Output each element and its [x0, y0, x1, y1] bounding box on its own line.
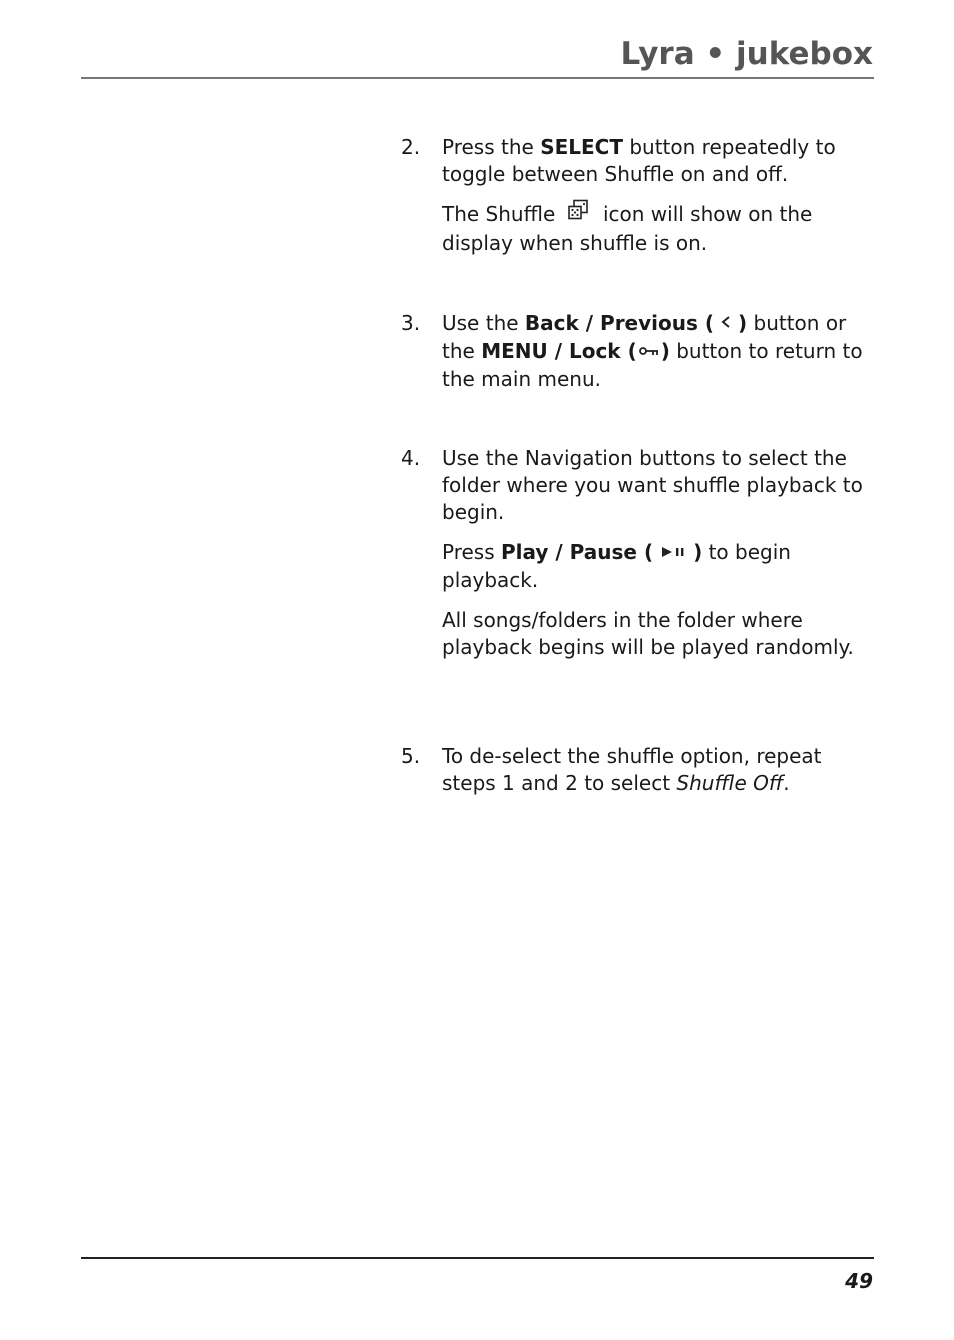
- step-body: [442, 310, 881, 406]
- text: button to return to the main menu.: [442, 339, 863, 391]
- button-name: Back / Previous (: [524, 311, 714, 335]
- chevron-left-icon: [721, 309, 731, 336]
- text: The Shuffle: [442, 202, 562, 226]
- step-note: All songs/folders in the folder where playback begins will be played randomly.: [442, 608, 854, 659]
- step-number: 3.: [401, 311, 421, 335]
- step-note: [442, 201, 881, 257]
- step-body: [442, 445, 881, 674]
- text: button or the: [442, 311, 847, 363]
- text: ): [660, 339, 670, 363]
- step-paragraph: [442, 743, 881, 797]
- step-number: 4.: [401, 446, 421, 470]
- step-note: [442, 539, 881, 594]
- shuffle-icon: [567, 199, 589, 228]
- step-paragraph: Use the Navigation buttons to select the folder where you want shuffle playback to begin.: [442, 446, 863, 524]
- header-rule: [81, 77, 874, 79]
- step-body: [442, 134, 881, 270]
- text: button repeatedly to toggle between Shuffle on and off.: [442, 135, 836, 186]
- step-paragraph: [442, 134, 881, 188]
- button-name: SELECT: [540, 135, 623, 159]
- key-icon: [639, 337, 659, 364]
- text: ): [693, 540, 703, 564]
- button-name: Play / Pause (: [501, 540, 654, 564]
- page-number: 49: [845, 1269, 873, 1293]
- text: Press the: [442, 135, 541, 159]
- text: ): [738, 311, 748, 335]
- text: icon will show on the display when shuffle is on.: [442, 202, 813, 255]
- step-number: 2.: [401, 135, 421, 159]
- text: Use the: [442, 311, 525, 335]
- play-pause-icon: [661, 538, 685, 565]
- text: to begin playback.: [442, 540, 791, 592]
- text: .: [783, 771, 790, 795]
- option-name: Shuffle Off: [676, 771, 784, 795]
- page-header-title: Lyra • jukebox: [620, 36, 873, 72]
- footer-rule: [81, 1257, 874, 1259]
- step-body: [442, 743, 881, 810]
- step-number: 5.: [401, 744, 421, 768]
- text: Press: [442, 540, 501, 564]
- text: To de-select the shuffle option, repeat steps 1 and 2 to select: [442, 744, 822, 795]
- button-name: MENU / Lock (: [481, 339, 637, 363]
- step-paragraph: [442, 310, 881, 393]
